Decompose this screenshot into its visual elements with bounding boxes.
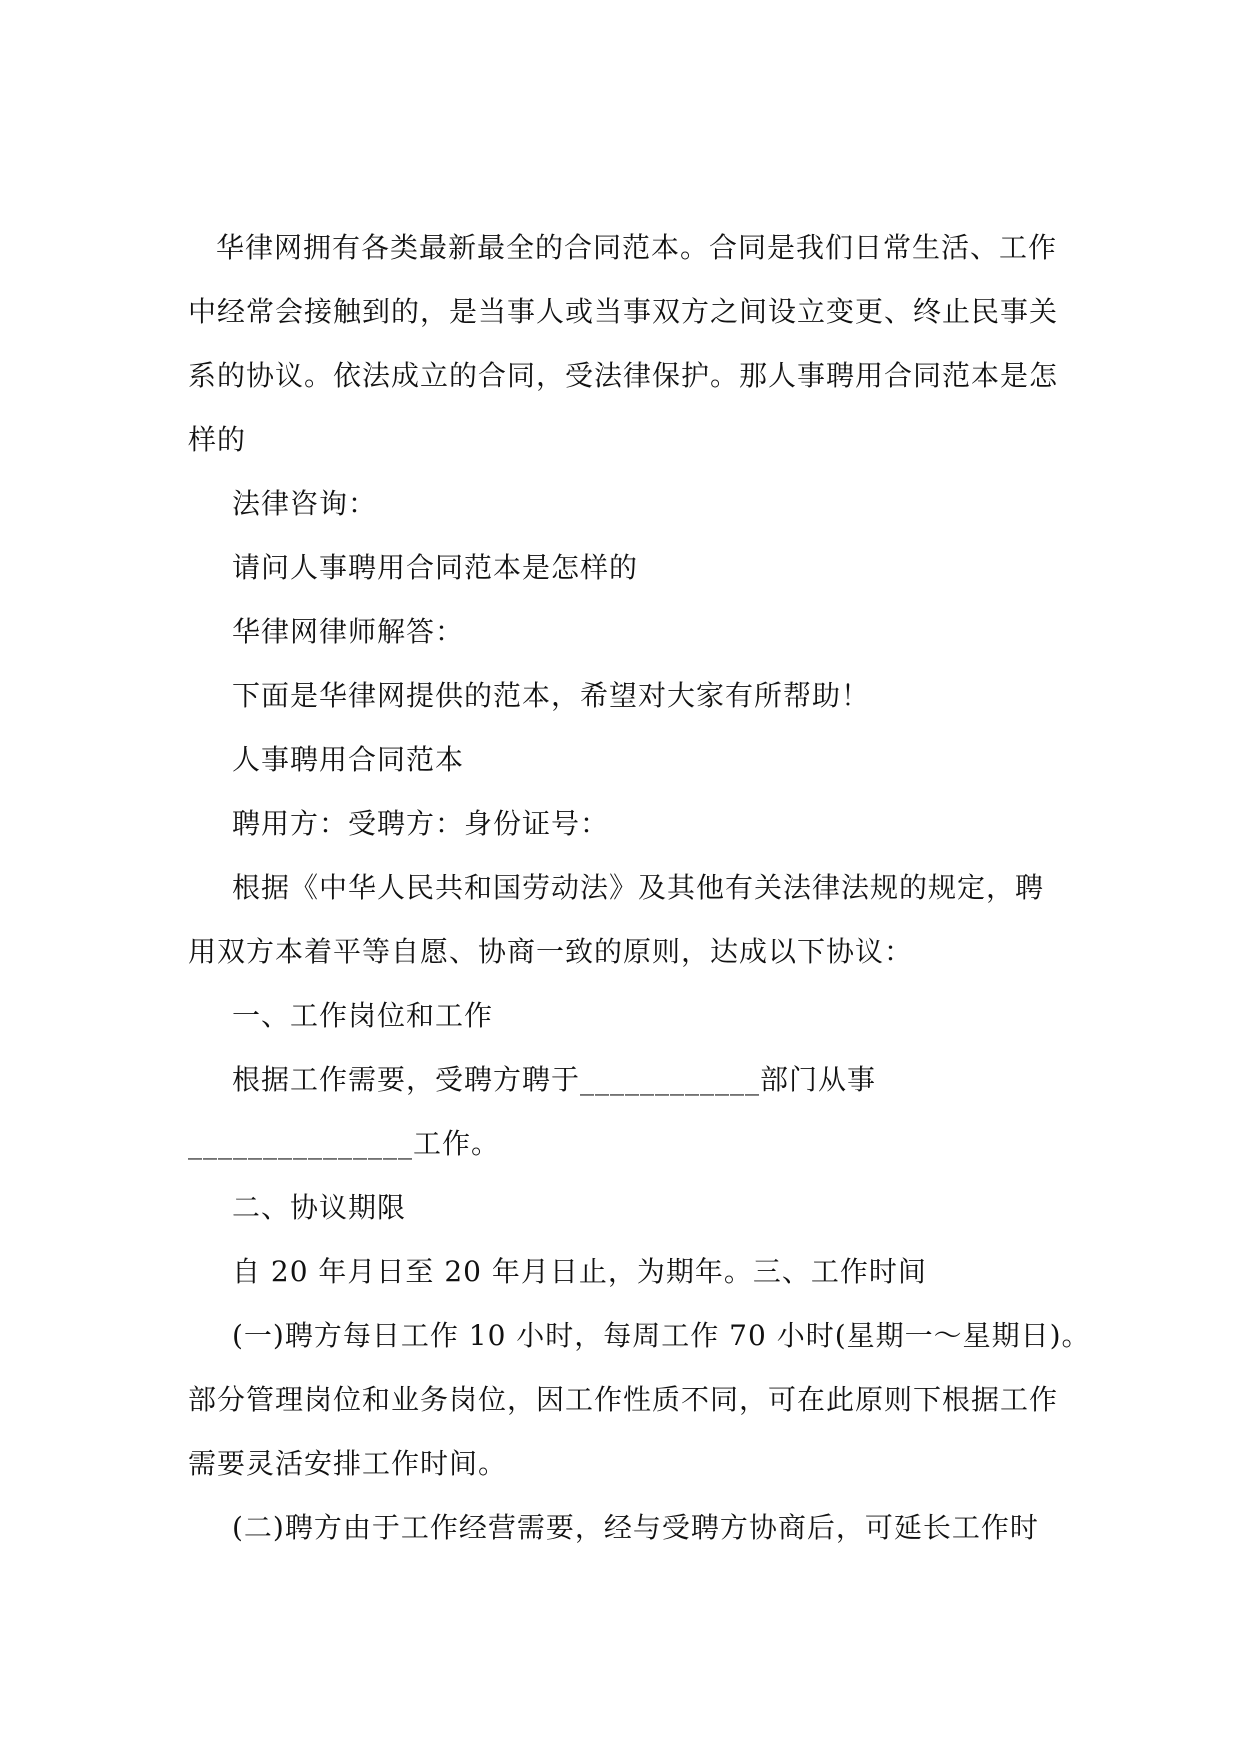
- clause1-line-1: (一)聘方每日工作 10 小时，每周工作 70 小时(星期一～星期日)。: [232, 1319, 1091, 1352]
- parties-line: 聘用方：受聘方：身份证号：: [232, 807, 610, 840]
- intro-line-3: 系的协议。依法成立的合同，受法律保护。那人事聘用合同范本是怎: [188, 359, 1059, 392]
- clause2-line: (二)聘方由于工作经营需要，经与受聘方协商后，可延长工作时: [232, 1511, 1039, 1544]
- document-body: [188, 216, 1091, 1560]
- section1-title: 一、工作岗位和工作: [232, 999, 494, 1032]
- clause1-line-3: 需要灵活安排工作时间。: [188, 1447, 508, 1480]
- clause1-line-2: 部分管理岗位和业务岗位，因工作性质不同，可在此原则下根据工作: [188, 1383, 1059, 1416]
- basis-line-2: 用双方本着平等自愿、协商一致的原则，达成以下协议：: [188, 935, 914, 968]
- contract-title: 人事聘用合同范本: [232, 743, 465, 776]
- question-text: 请问人事聘用合同范本是怎样的: [232, 551, 639, 584]
- intro-line-4: 样的: [188, 423, 247, 456]
- section1-line-1: 根据工作需要，受聘方聘于____________部门从事: [232, 1063, 877, 1096]
- section2-title: 二、协议期限: [232, 1191, 407, 1224]
- section1-line-2: _______________工作。: [188, 1127, 501, 1160]
- basis-line-1: 根据《中华人民共和国劳动法》及其他有关法律法规的规定，聘: [232, 871, 1045, 904]
- intro-line-2: 中经常会接触到的，是当事人或当事双方之间设立变更、终止民事关: [188, 295, 1059, 328]
- answer-label: 华律网律师解答：: [232, 615, 465, 648]
- intro-line-1: 华律网拥有各类最新最全的合同范本。合同是我们日常生活、工作: [216, 231, 1058, 264]
- answer-intro: 下面是华律网提供的范本，希望对大家有所帮助！: [232, 679, 871, 712]
- consult-label: 法律咨询：: [232, 487, 378, 520]
- section2-text: 自 20 年月日至 20 年月日止，为期年。三、工作时间: [232, 1255, 927, 1288]
